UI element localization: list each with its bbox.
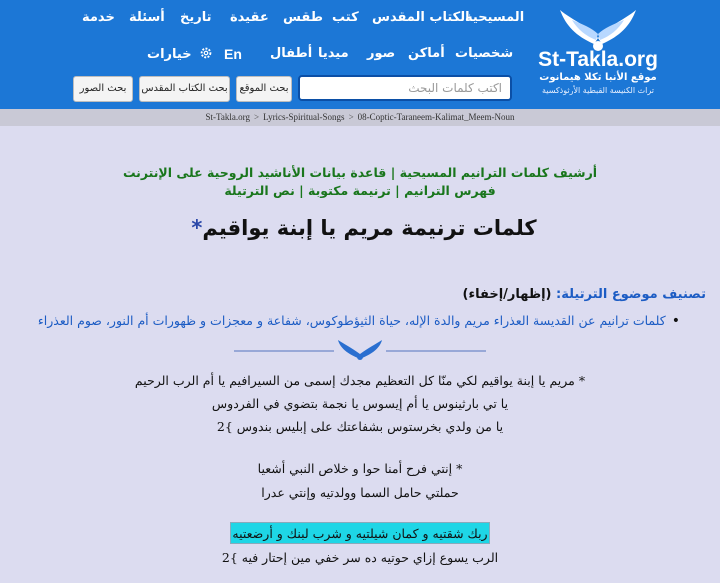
bible-search-button[interactable]: بحث الكتاب المقدس	[139, 76, 230, 102]
logo-subtitle-2: تراث الكنيسة القبطية الأرثوذكسية	[542, 86, 654, 95]
breadcrumb-separator: >	[348, 112, 354, 122]
search-input[interactable]	[298, 75, 512, 101]
lyric-line: الرب يسوع إزاي حوتيه ده سر خفي مين إحتار فيه }2	[221, 550, 499, 565]
archive-links-line1[interactable]: أرشيف كلمات الترانيم المسيحية | قاعدة بيانات الأناشيد الروحية على الإنترنت	[122, 165, 598, 180]
wings-divider-icon	[234, 338, 486, 362]
logo-name: St-Takla.org	[538, 48, 658, 71]
nav-options[interactable]	[147, 46, 213, 62]
title-star: *	[191, 216, 203, 240]
site-header	[0, 0, 720, 109]
nav-english[interactable]: En	[224, 46, 242, 62]
category-header	[463, 287, 706, 302]
nav-service[interactable]: خدمة	[82, 10, 115, 25]
lyric-line: يا تي بارثينوس يا أم إيسوس يا نجمة بتضوي في الفردوس	[211, 396, 509, 411]
options-label: خيارات	[147, 47, 192, 62]
nav-places[interactable]: أماكن	[408, 46, 445, 61]
lyric-line: حملتي حامل السما وولدتيه وإنتي عدرا	[261, 485, 459, 500]
breadcrumb-separator: >	[253, 112, 260, 122]
nav-images[interactable]: صور	[367, 46, 396, 61]
breadcrumb-item-current[interactable]: 08-Coptic-Taraneem-Kalimat_Meem-Noun	[357, 112, 515, 122]
lyric-line: * مريم يا إبنة يواقيم لكي منّا كل التعظيم مجدك إسمى من السيرافيم يا أم الرب الرحيم	[134, 373, 586, 388]
nav-christianity[interactable]: المسيحية	[465, 10, 525, 25]
nav-questions[interactable]: أسئلة	[129, 10, 165, 25]
nav-rituals[interactable]: طقس	[283, 10, 323, 25]
logo-subtitle: موقع الأنبا تكلا هيمانوت	[539, 72, 657, 83]
site-logo[interactable]	[536, 4, 716, 104]
category-toggle[interactable]: (إظهار/إخفاء)	[462, 287, 552, 302]
nav-history[interactable]: تاريخ	[180, 10, 212, 25]
page-title-text: كلمات ترنيمة مريم يا إبنة يواقيم	[202, 216, 537, 240]
breadcrumb-item-home[interactable]: St-Takla.org	[205, 112, 250, 122]
gear-icon	[199, 46, 213, 60]
breadcrumb-item-lyrics[interactable]: Lyrics-Spiritual-Songs	[263, 112, 345, 122]
category-list	[38, 313, 680, 329]
nav-doctrine[interactable]: عقيدة	[230, 10, 269, 25]
nav-books[interactable]: كتب	[332, 10, 359, 25]
breadcrumb	[0, 109, 720, 126]
list-bullet: •	[671, 313, 680, 329]
nav-personalities[interactable]: شخصيات	[455, 46, 514, 61]
nav-children[interactable]: أطفال	[270, 46, 313, 61]
nav-bible[interactable]: الكتاب المقدس	[372, 10, 470, 25]
category-link[interactable]: كلمات ترانيم عن القديسة العذراء مريم والدة الإله، حياة الثيؤطوكوس، شفاعة و معجزات و ظهورات أم النور، صوم العذراء	[37, 313, 666, 328]
lyric-line-highlighted: ربك شقتيه و كمان شيلتيه و شرب لبنك و أرضعتيه	[232, 526, 488, 541]
lyric-line: يا من ولدي بخرستوس بشفاعتك على إبليس بندوس }2	[216, 419, 504, 434]
site-search-button[interactable]: بحث الموقع	[236, 76, 292, 102]
category-label: تصنيف موضوع الترتيلة:	[556, 287, 706, 302]
page-title	[0, 216, 720, 240]
archive-links-line2[interactable]: فهرس الترانيم | ترنيمة مكتوبة | نص الترتيلة	[224, 183, 496, 198]
lyric-line: * إنتي فرح أمنا حوا و خلاص النبي أشعيا	[257, 461, 463, 476]
nav-media[interactable]: ميديا	[318, 46, 349, 61]
image-search-button[interactable]: بحث الصور	[73, 76, 133, 102]
